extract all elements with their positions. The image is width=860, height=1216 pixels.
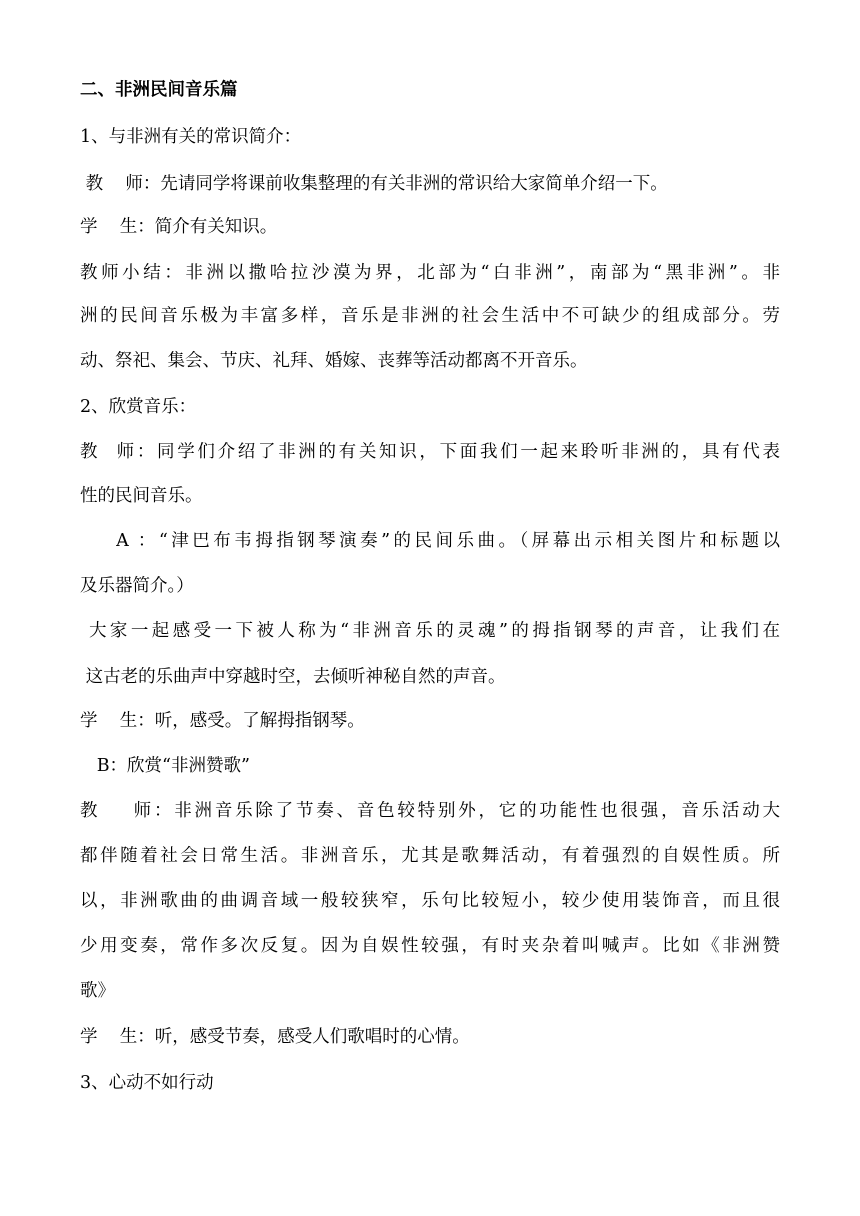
subsection-title-2: 2、欣赏音乐： <box>80 397 197 417</box>
summary-line-2: 洲的民间音乐极为丰富多样，音乐是非洲的社会生活中不可缺少的组成部分。劳 <box>80 306 780 326</box>
student-line-3: 学 生：听，感受节奏，感受人们歌唱时的心情。 <box>80 1027 470 1047</box>
section-heading: 二、非洲民间音乐篇 <box>80 80 238 100</box>
subsection-title-3: 3、心动不如行动 <box>80 1073 214 1093</box>
teacher-line-3d: 少用变奏，常作多次反复。因为自娱性较强，有时夹杂着叫喊声。比如《非洲赞 <box>80 936 780 956</box>
teacher-line-1: 教 师：先请同学将课前收集整理的有关非洲的常识给大家简单介绍一下。 <box>80 174 668 194</box>
teacher-line-2b: 性的民间音乐。 <box>80 486 203 506</box>
teacher-line-2a: 教 师：同学们介绍了非洲的有关知识，下面我们一起来聆听非洲的，具有代表 <box>80 442 780 462</box>
student-line-2: 学 生：听，感受。了解拇指钢琴。 <box>80 711 365 731</box>
teacher-line-3a: 教 师：非洲音乐除了节奏、音色较特别外，它的功能性也很强，音乐活动大 <box>80 801 780 821</box>
teacher-line-3c: 以，非洲歌曲的曲调音域一般较狭窄，乐句比较短小，较少使用装饰音，而且很 <box>80 891 780 911</box>
item-a-line-1: A ：“津巴布韦拇指钢琴演奏”的民间乐曲。（屏幕出示相关图片和标题以 <box>80 531 780 551</box>
summary-line-1: 教师小结：非洲以撒哈拉沙漠为界，北部为“白非洲”，南部为“黑非洲”。非 <box>80 263 780 283</box>
summary-line-3: 动、祭祀、集会、节庆、礼拜、婚嫁、丧葬等活动都离不开音乐。 <box>80 351 588 371</box>
item-a-line-2: 及乐器简介。） <box>80 576 194 596</box>
subsection-title-1: 1、与非洲有关的常识简介： <box>80 127 302 147</box>
teacher-line-3b: 都伴随着社会日常生活。非洲音乐，尤其是歌舞活动，有着强烈的自娱性质。所 <box>80 846 780 866</box>
student-line-1: 学 生：简介有关知识。 <box>80 217 278 237</box>
feel-line-1: 大家一起感受一下被人称为“非洲音乐的灵魂”的拇指钢琴的声音，让我们在 <box>80 621 780 641</box>
item-b-title: B：欣赏“非洲赞歌” <box>80 756 250 776</box>
teacher-line-3e: 歌》 <box>80 981 115 1001</box>
feel-line-2: 这古老的乐曲声中穿越时空，去倾听神秘自然的声音。 <box>80 667 506 687</box>
